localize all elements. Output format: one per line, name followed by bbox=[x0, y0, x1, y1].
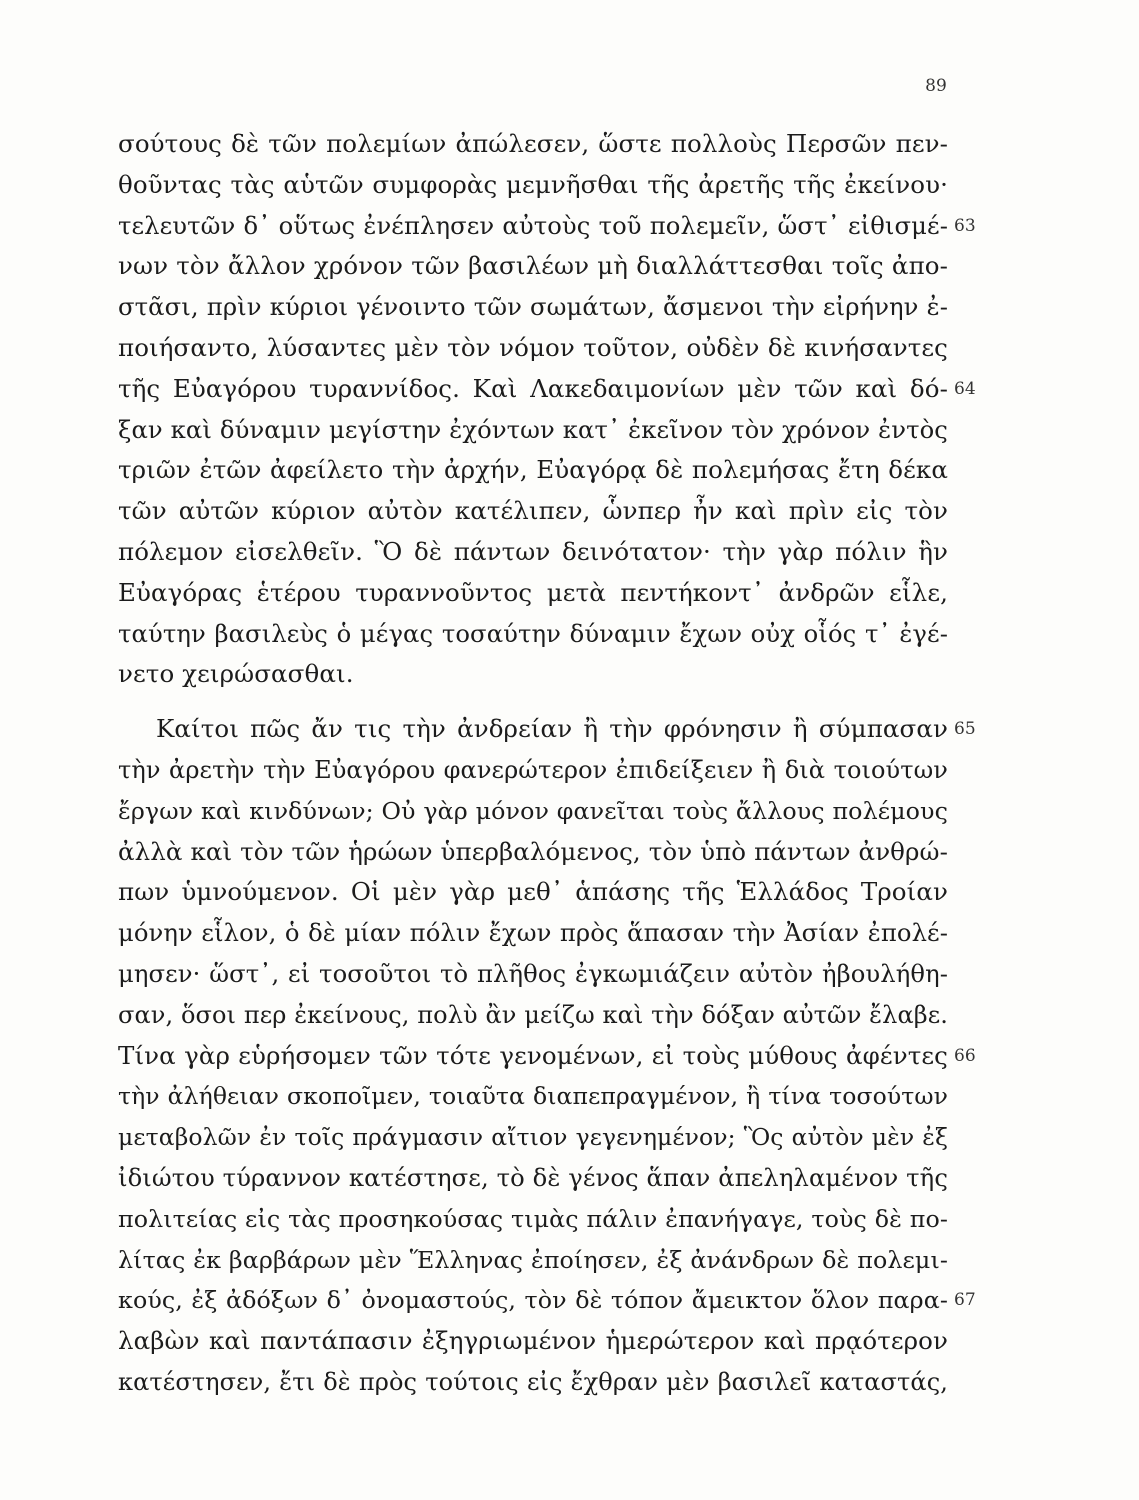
text-line bbox=[118, 491, 948, 532]
line-text: ἔργων καὶ κινδύνων; Οὐ γὰρ μόνον φανεῖται τοὺς ἄλλους πολέμους bbox=[118, 796, 948, 825]
text-block bbox=[118, 124, 976, 1403]
line-text: τελευτῶν δ᾽ οὕτως ἐνέπλησεν αὐτοὺς τοῦ πολεμεῖν, ὥστ᾽ εἰθισμέ- bbox=[118, 210, 948, 240]
line-text: τριῶν ἐτῶν ἀφείλετο τὴν ἀρχήν, Εὐαγόρᾳ δὲ πολεμήσας ἔτη δέκα bbox=[118, 455, 948, 485]
line-text: ἀλλὰ καὶ τὸν τῶν ἡρώων ὑπερβαλόμενος, τὸν ὑπὸ πάντων ἀνθρώ- bbox=[118, 836, 948, 866]
text-line bbox=[118, 832, 948, 873]
line-text: Τίνα γὰρ εὑρήσομεν τῶν τότε γενομένων, εἰ τοὺς μύθους ἀφέντες bbox=[118, 1040, 948, 1070]
line-text: νετο χειρώσασθαι. bbox=[118, 659, 354, 689]
line-text: Εὐαγόρας ἑτέρου τυραννοῦντος μετὰ πεντήκοντ᾽ ἀνδρῶν εἷλε, bbox=[118, 577, 948, 607]
line-text: τὴν ἀρετὴν τὴν Εὐαγόρου φανερώτερον ἐπιδείξειεν ἢ διὰ τοιούτων bbox=[118, 755, 948, 784]
text-line bbox=[118, 1076, 948, 1117]
line-text: ἰδιώτου τύραννον κατέστησε, τὸ δὲ γένος ἅπαν ἀπεληλαμένον τῆς bbox=[118, 1162, 948, 1192]
line-text: θοῦντας τὰς αὑτῶν συμφορὰς μεμνῆσθαι τῆς ἀρετῆς τῆς ἐκείνου· bbox=[118, 169, 948, 199]
text-line bbox=[118, 206, 976, 247]
line-text: ταύτην βασιλεὺς ὁ μέγας τοσαύτην δύναμιν ἔχων οὐχ οἷός τ᾽ ἐγέ- bbox=[118, 618, 948, 648]
text-line bbox=[118, 1036, 976, 1077]
text-line bbox=[118, 369, 976, 410]
line-text: Καίτοι πῶς ἄν τις τὴν ἀνδρείαν ἢ τὴν φρόνησιν ἢ σύμπασαν bbox=[156, 714, 948, 744]
section-number: 66 bbox=[954, 1045, 976, 1066]
text-line bbox=[118, 913, 948, 954]
line-text: κατέστησεν, ἔτι δὲ πρὸς τούτοις εἰς ἔχθραν μὲν βασιλεῖ καταστάς, bbox=[118, 1367, 948, 1396]
text-line bbox=[118, 450, 948, 491]
line-text: μησεν· ὥστ᾽, εἰ τοσοῦτοι τὸ πλῆθος ἐγκωμιάζειν αὐτὸν ἠβουλήθη- bbox=[118, 958, 948, 988]
text-line bbox=[118, 1158, 948, 1199]
paragraph-gap bbox=[118, 695, 948, 709]
text-line bbox=[118, 246, 948, 287]
line-text: λαβὼν καὶ παντάπασιν ἐξηγριωμένον ἡμερώτερον καὶ πρᾳότερον bbox=[118, 1326, 948, 1356]
paragraph-2 bbox=[118, 709, 976, 1403]
line-text: νων τὸν ἄλλον χρόνον τῶν βασιλέων μὴ διαλλάττεσθαι τοῖς ἀπο- bbox=[118, 251, 948, 281]
page-number: 89 bbox=[925, 76, 947, 96]
text-line bbox=[118, 995, 948, 1036]
line-text: λίτας ἐκ βαρβάρων μὲν Ἕλληνας ἐποίησεν, ἐξ ἀνάνδρων δὲ πολεμι- bbox=[118, 1245, 948, 1274]
line-text: ξαν καὶ δύναμιν μεγίστην ἐχόντων κατ᾽ ἐκεῖνον τὸν χρόνον ἐντὸς bbox=[118, 414, 948, 444]
text-line bbox=[118, 328, 948, 369]
section-number: 65 bbox=[954, 719, 976, 740]
text-line bbox=[118, 614, 948, 655]
text-line bbox=[118, 791, 948, 832]
paragraph-1 bbox=[118, 124, 976, 695]
section-number: 63 bbox=[954, 215, 976, 236]
line-text: τῆς Εὐαγόρου τυραννίδος. Καὶ Λακεδαιμονίων μὲν τῶν καὶ δό- bbox=[118, 373, 948, 403]
text-line bbox=[118, 124, 948, 165]
text-line bbox=[118, 287, 948, 328]
line-text: μόνην εἷλον, ὁ δὲ μίαν πόλιν ἔχων πρὸς ἅπασαν τὴν Ἀσίαν ἐπολέ- bbox=[118, 918, 948, 948]
text-line bbox=[118, 750, 948, 791]
text-line bbox=[118, 1321, 948, 1362]
text-line bbox=[118, 1117, 948, 1158]
line-text: τῶν αὐτῶν κύριον αὐτὸν κατέλιπεν, ὧνπερ ἦν καὶ πρὶν εἰς τὸν bbox=[118, 496, 948, 526]
line-text: ποιήσαντο, λύσαντες μὲν τὸν νόμον τοῦτον, οὐδὲν δὲ κινήσαντες bbox=[118, 332, 948, 362]
line-text: πόλεμον εἰσελθεῖν. Ὃ δὲ πάντων δεινότατον· τὴν γὰρ πόλιν ἣν bbox=[118, 536, 948, 566]
text-line bbox=[118, 1240, 948, 1281]
line-text: πων ὑμνούμενον. Οἱ μὲν γὰρ μεθ᾽ ἁπάσης τῆς Ἑλλάδος Τροίαν bbox=[118, 877, 948, 907]
text-line bbox=[118, 1280, 976, 1321]
text-line bbox=[118, 1362, 948, 1403]
text-line bbox=[118, 872, 948, 913]
line-text: πολιτείας εἰς τὰς προσηκούσας τιμὰς πάλιν ἐπανήγαγε, τοὺς δὲ πο- bbox=[118, 1204, 948, 1233]
text-line bbox=[118, 709, 976, 750]
text-line bbox=[118, 654, 948, 695]
text-line bbox=[118, 1199, 948, 1240]
section-number: 67 bbox=[954, 1290, 976, 1311]
line-text: κούς, ἐξ ἀδόξων δ᾽ ὀνομαστούς, τὸν δὲ τόπον ἄμεικτον ὅλον παρα- bbox=[118, 1286, 948, 1315]
line-text: σούτους δὲ τῶν πολεμίων ἀπώλεσεν, ὥστε πολλοὺς Περσῶν πεν- bbox=[118, 129, 948, 158]
text-line bbox=[118, 165, 948, 206]
text-line bbox=[118, 573, 948, 614]
text-line bbox=[118, 532, 948, 573]
line-text: μεταβολῶν ἐν τοῖς πράγμασιν αἴτιον γεγενημένον; Ὃς αὐτὸν μὲν ἐξ bbox=[118, 1123, 948, 1152]
text-line bbox=[118, 954, 948, 995]
line-text: τὴν ἀλήθειαν σκοποῖμεν, τοιαῦτα διαπεπραγμένον, ἢ τίνα τοσούτων bbox=[118, 1082, 948, 1111]
line-text: στᾶσι, πρὶν κύριοι γένοιντο τῶν σωμάτων, ἄσμενοι τὴν εἰρήνην ἐ- bbox=[118, 292, 948, 322]
text-line bbox=[118, 410, 948, 451]
line-text: σαν, ὅσοι περ ἐκείνους, πολὺ ἂν μείζω καὶ τὴν δόξαν αὐτῶν ἔλαβε. bbox=[118, 1000, 948, 1029]
section-number: 64 bbox=[954, 378, 976, 399]
